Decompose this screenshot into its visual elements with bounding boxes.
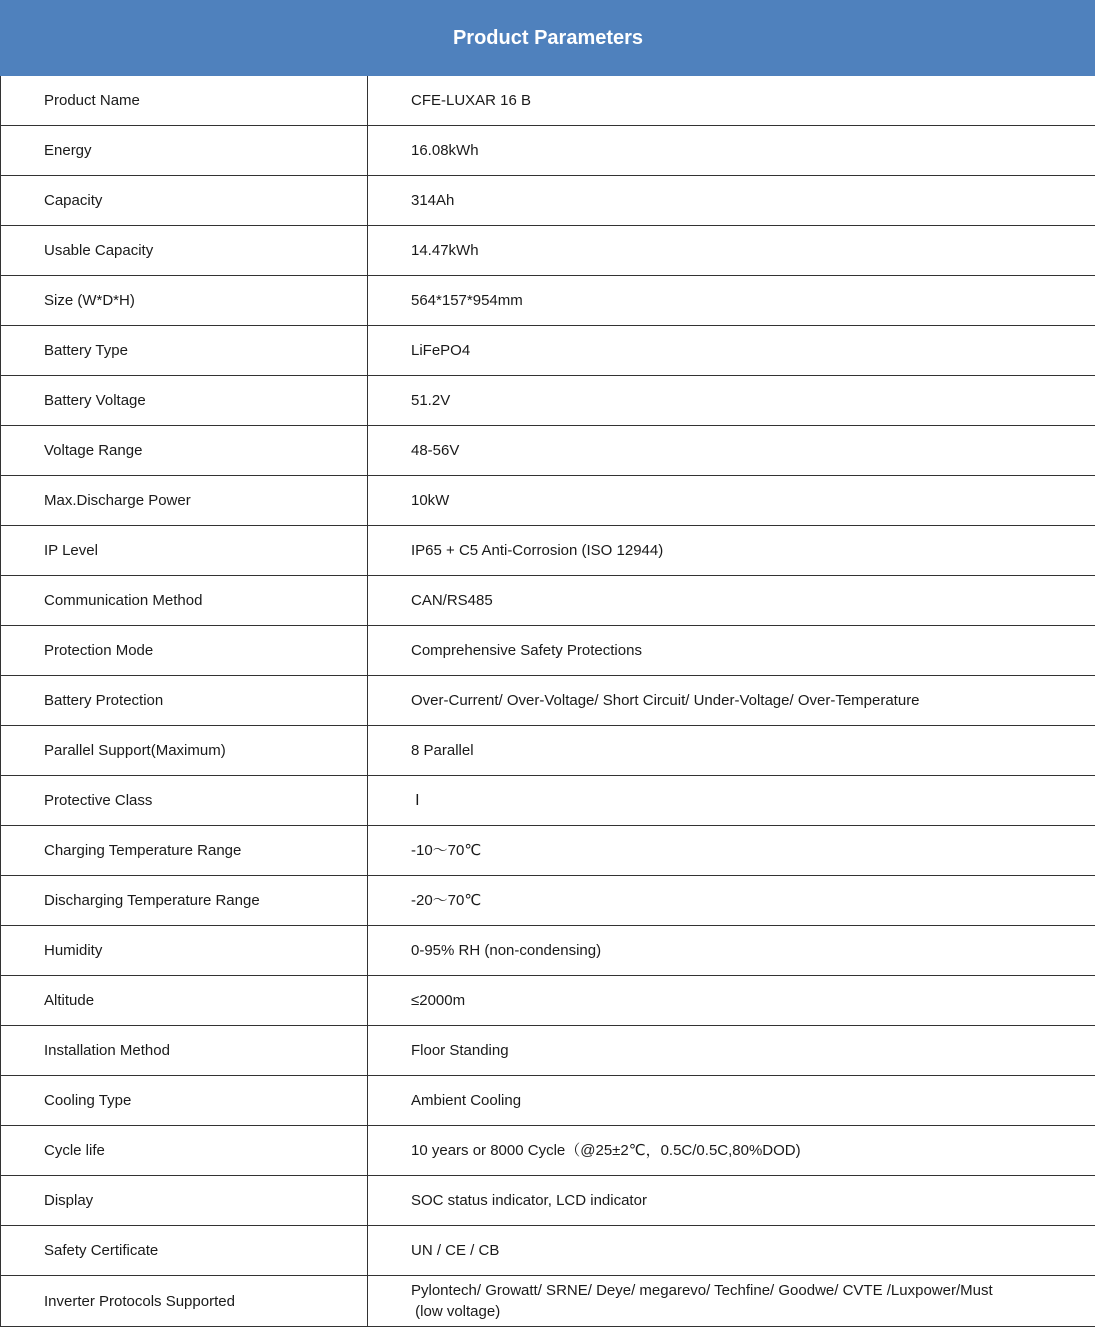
table-row — [1, 976, 1095, 1026]
table-row — [1, 226, 1095, 276]
parameter-label: Parallel Support(Maximum) — [1, 726, 368, 776]
parameter-label: Discharging Temperature Range — [1, 876, 368, 926]
table-row — [1, 1126, 1095, 1176]
parameter-value: LiFePO4 — [368, 326, 1095, 376]
parameter-label: Capacity — [1, 176, 368, 226]
table-row — [1, 76, 1095, 126]
table-row — [1, 176, 1095, 226]
parameter-label: Usable Capacity — [1, 226, 368, 276]
parameter-value: Pylontech/ Growatt/ SRNE/ Deye/ megarevo/ Techfine/ Goodwe/ CVTE /Luxpower/Must (low voltage) — [368, 1276, 1095, 1327]
parameter-label: Communication Method — [1, 576, 368, 626]
parameter-value: SOC status indicator, LCD indicator — [368, 1176, 1095, 1226]
table-row — [1, 1026, 1095, 1076]
parameter-value: 8 Parallel — [368, 726, 1095, 776]
parameter-label: Altitude — [1, 976, 368, 1026]
parameter-label: Battery Voltage — [1, 376, 368, 426]
table-row — [1, 876, 1095, 926]
table-header-row — [1, 1, 1095, 76]
parameter-label: IP Level — [1, 526, 368, 576]
parameter-label: Product Name — [1, 76, 368, 126]
parameter-label: Battery Type — [1, 326, 368, 376]
parameter-label: Max.Discharge Power — [1, 476, 368, 526]
parameter-value: Comprehensive Safety Protections — [368, 626, 1095, 676]
parameter-value: 10kW — [368, 476, 1095, 526]
parameter-value: Ⅰ — [368, 776, 1095, 826]
parameter-label: Display — [1, 1176, 368, 1226]
parameter-value: -10～70℃ — [368, 826, 1095, 876]
table-row — [1, 776, 1095, 826]
parameter-label: Safety Certificate — [1, 1226, 368, 1276]
parameter-label: Cycle life — [1, 1126, 368, 1176]
parameter-value: 48-56V — [368, 426, 1095, 476]
parameter-label: Installation Method — [1, 1026, 368, 1076]
parameter-value: UN / CE / CB — [368, 1226, 1095, 1276]
table-row — [1, 276, 1095, 326]
parameter-label: Voltage Range — [1, 426, 368, 476]
table-row — [1, 326, 1095, 376]
parameter-value: CAN/RS485 — [368, 576, 1095, 626]
table-row — [1, 826, 1095, 876]
table-row — [1, 476, 1095, 526]
parameter-value: CFE-LUXAR 16 B — [368, 76, 1095, 126]
table-row — [1, 1076, 1095, 1126]
table-row — [1, 576, 1095, 626]
parameter-value: 14.47kWh — [368, 226, 1095, 276]
table-row — [1, 376, 1095, 426]
parameter-label: Protection Mode — [1, 626, 368, 676]
table-row — [1, 626, 1095, 676]
parameter-value: -20～70℃ — [368, 876, 1095, 926]
table-row — [1, 676, 1095, 726]
parameter-label: Humidity — [1, 926, 368, 976]
parameter-value: 10 years or 8000 Cycle（@25±2℃，0.5C/0.5C,80%DOD) — [368, 1126, 1095, 1176]
parameter-label: Charging Temperature Range — [1, 826, 368, 876]
parameter-label: Cooling Type — [1, 1076, 368, 1126]
table-row — [1, 1276, 1095, 1327]
table-row — [1, 926, 1095, 976]
parameter-value: 16.08kWh — [368, 126, 1095, 176]
parameter-label: Size (W*D*H) — [1, 276, 368, 326]
parameter-value: IP65 + C5 Anti-Corrosion (ISO 12944) — [368, 526, 1095, 576]
parameter-value: 564*157*954mm — [368, 276, 1095, 326]
parameter-label: Inverter Protocols Supported — [1, 1276, 368, 1327]
table-row — [1, 126, 1095, 176]
parameter-value: 51.2V — [368, 376, 1095, 426]
table-row — [1, 726, 1095, 776]
table-row — [1, 1226, 1095, 1276]
table-title: Product Parameters — [1, 1, 1095, 76]
parameter-value: 0-95% RH (non-condensing) — [368, 926, 1095, 976]
parameter-label: Protective Class — [1, 776, 368, 826]
parameter-value: Over-Current/ Over-Voltage/ Short Circuit/ Under-Voltage/ Over-Temperature — [368, 676, 1095, 726]
parameter-label: Battery Protection — [1, 676, 368, 726]
table-row — [1, 426, 1095, 476]
table-row — [1, 1176, 1095, 1226]
parameter-value: Floor Standing — [368, 1026, 1095, 1076]
parameter-label: Energy — [1, 126, 368, 176]
parameter-value: Ambient Cooling — [368, 1076, 1095, 1126]
parameter-value: 314Ah — [368, 176, 1095, 226]
table-row — [1, 526, 1095, 576]
parameter-value: ≤2000m — [368, 976, 1095, 1026]
